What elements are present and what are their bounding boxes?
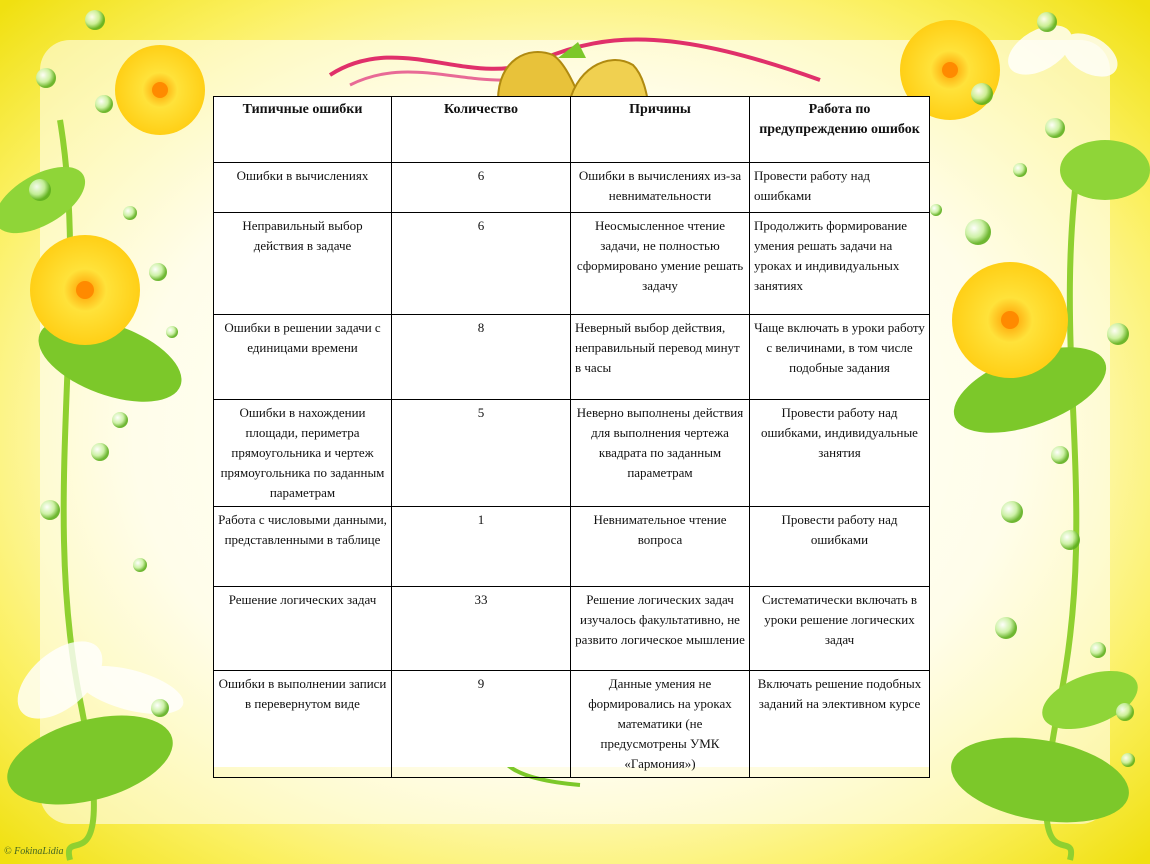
cell-count: 9 bbox=[392, 671, 571, 778]
table-row bbox=[214, 213, 930, 315]
cell-work: Систематически включать в уроки решение логических задач bbox=[750, 587, 930, 671]
cell-count: 5 bbox=[392, 400, 571, 507]
cell-reason: Невнимательное чтение вопроса bbox=[571, 507, 750, 587]
cell-reason: Неверный выбор действия, неправильный перевод минут в часы bbox=[571, 315, 750, 400]
cell-error: Решение логических задач bbox=[214, 587, 392, 671]
header-reasons: Причины bbox=[571, 97, 750, 163]
table-row bbox=[214, 587, 930, 671]
cell-reason: Неосмысленное чтение задачи, не полностью сформировано умение решать задачу bbox=[571, 213, 750, 315]
credit-text: © FokinaLidia bbox=[4, 846, 64, 857]
cell-count: 1 bbox=[392, 507, 571, 587]
table-header-row bbox=[214, 97, 930, 163]
table-row bbox=[214, 315, 930, 400]
cell-error: Ошибки в вычислениях bbox=[214, 163, 392, 213]
cell-reason: Ошибки в вычислениях из-за невнимательности bbox=[571, 163, 750, 213]
cell-count: 33 bbox=[392, 587, 571, 671]
cell-error: Ошибки в выполнении записи в перевернутом виде bbox=[214, 671, 392, 778]
cell-work: Провести работу над ошибками bbox=[750, 163, 930, 213]
cell-work: Провести работу над ошибками bbox=[750, 507, 930, 587]
cell-count: 6 bbox=[392, 213, 571, 315]
errors-table-container bbox=[213, 96, 929, 771]
cell-reason: Данные умения не формировались на уроках математики (не предусмотрены УМК «Гармония») bbox=[571, 671, 750, 778]
table-row bbox=[214, 400, 930, 507]
cell-work: Чаще включать в уроки работу с величинами, в том числе подобные задания bbox=[750, 315, 930, 400]
header-count: Количество bbox=[392, 97, 571, 163]
header-prevention-work: Работа по предупреждению ошибок bbox=[750, 97, 930, 163]
cell-error: Неправильный выбор действия в задаче bbox=[214, 213, 392, 315]
cell-work: Включать решение подобных заданий на элективном курсе bbox=[750, 671, 930, 778]
table-row bbox=[214, 671, 930, 778]
table-row bbox=[214, 163, 930, 213]
cell-count: 8 bbox=[392, 315, 571, 400]
cell-error: Ошибки в решении задачи с единицами времени bbox=[214, 315, 392, 400]
cell-reason: Неверно выполнены действия для выполнения чертежа квадрата по заданным параметрам bbox=[571, 400, 750, 507]
cell-count: 6 bbox=[392, 163, 571, 213]
cell-error: Работа с числовыми данными, представленными в таблице bbox=[214, 507, 392, 587]
errors-table bbox=[213, 96, 930, 778]
cell-work: Продолжить формирование умения решать задачи на уроках и индивидуальных занятиях bbox=[750, 213, 930, 315]
cell-reason: Решение логических задач изучалось факультативно, не развито логическое мышление bbox=[571, 587, 750, 671]
cell-error: Ошибки в нахождении площади, периметра прямоугольника и чертеж прямоугольника по заданным параметрам bbox=[214, 400, 392, 507]
cell-work: Провести работу над ошибками, индивидуальные занятия bbox=[750, 400, 930, 507]
header-typical-errors: Типичные ошибки bbox=[214, 97, 392, 163]
table-row bbox=[214, 507, 930, 587]
